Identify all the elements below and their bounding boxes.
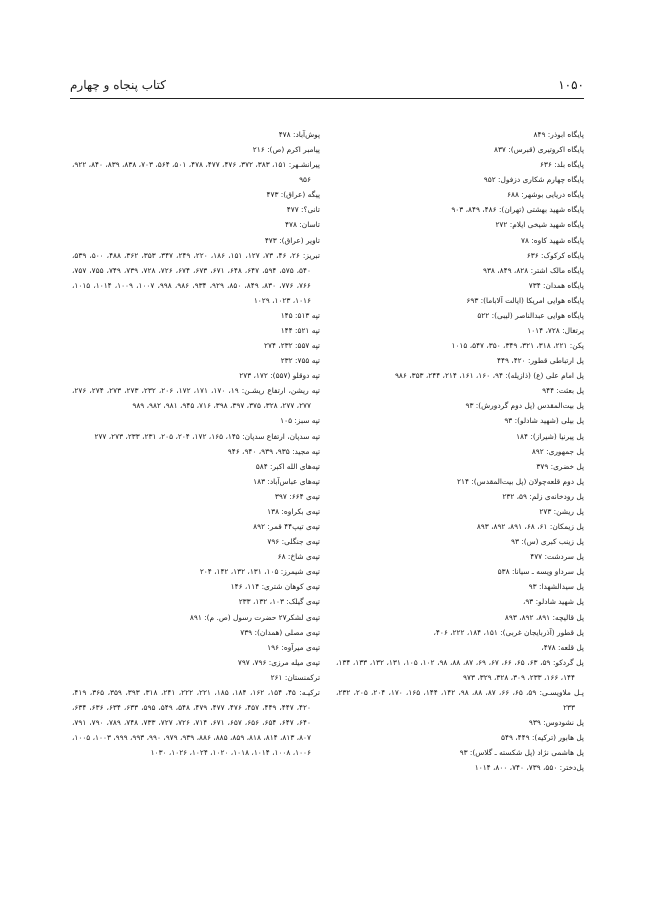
index-entry: تپه ۵۵۷: ۲۳۲، ۲۷۴ — [264, 341, 320, 351]
index-entry: پایگاه هوایی عبدالناصر (لیبی): ۵۲۲ — [477, 310, 584, 320]
index-entry: پل نشودوس: ۹۳۹ — [528, 718, 584, 728]
index-entry: تپه‌های الله اکبر: ۵۸۴ — [255, 461, 320, 471]
index-entry: تپه‌های عباس‌آباد: ۱۸۳ — [253, 476, 320, 486]
index-entry: تپه سبز: ۱۰۵ — [280, 416, 320, 426]
index-entry: پرتغال: ۷۲۸، ۱۰۱۴ — [527, 326, 584, 336]
index-entry: تبریز: ۲۶، ۴۶، ۷۳، ۱۲۷، ۱۵۱، ۱۸۶، ۲۲۰، ۲۴۹، ۳۴۷، ۳۵۳، ۳۶۲، ۴۸۸، ۵۰۰، ۵۳۹، ۵۴۰، ۵۷۵، ۵۹۴، ۶۴۷، ۶۴۸، ۶۷۱، ۶۷۳، ۶۷۴، ۷۲۶، ۷۲۸، ۷۳۹، ۷۴۹، ۷۵۵، ۷۵۷، ۷۶۶، ۷۷۶، ۸۳۰، ۸۴۹، ۸۵۰، ۹۲۹، ۹۳۴، ۹۸۶، ۹۹۸، ۱۰۰۷، ۱۰۰۹، ۱۰۱۴، ۱۰۱۵، ۱۰۱۶، ۱۰۲۳، ۱۰۲۹ — [72, 250, 320, 305]
index-entry: تانی؟: ۴۷۷ — [286, 205, 320, 215]
index-entry: تپه ۵۱۳: ۱۴۵ — [280, 310, 320, 320]
index-entry: پل قطور (آذربایجان غربی): ۱۵۱، ۱۸۴، ۲۲۲، ۴۰۶، — [433, 627, 584, 637]
index-entry: تاسان: ۴۷۸ — [285, 220, 320, 230]
index-entry: پل رودخانه‌ی زلم: ۵۹، ۲۳۲ — [502, 491, 584, 501]
index-entry: پایگاه کرکوک: ۶۳۶ — [526, 250, 584, 260]
index-entry: تاویر (عراق): ۴۷۳ — [264, 235, 320, 245]
index-entry: پل سردشت: ۴۷۷ — [530, 552, 584, 562]
index-entry: تپه‌ی لشکر۲۷ حضرت رسول (ص. م): ۸۹۱ — [189, 612, 320, 622]
index-entry: تپه‌ی ۶۶۴: ۳۹۷ — [274, 491, 320, 501]
index-entry: تپه مجید: ۹۳۵، ۹۳۹، ۹۴۰، ۹۴۶ — [227, 446, 320, 456]
index-entry: پوش‌آباد: ۴۷۸ — [278, 130, 320, 139]
index-entry: پل قالیچه: ۸۹۱، ۸۹۲، ۸۹۳ — [504, 612, 584, 622]
index-entry: تپه سدپان، ارتفاع سدپان: ۱۴۵، ۱۶۵، ۱۷۲، ۲۰۴، ۲۰۵، ۲۳۱، ۲۳۳، ۲۷۳، ۲۷۷ — [94, 431, 320, 441]
index-entry: پل هاشمی نژاد (پل شکسته ـ گلاس): ۹۳ — [459, 748, 584, 758]
index-entry: پل قلعه: ۴۷۸، — [541, 642, 584, 652]
index-entry: پل ارتباطی قطور: ۴۲۰، ۴۴۹ — [497, 356, 584, 366]
index-entry: پل بیلی (شهید شادلو): ۹۳ — [504, 416, 584, 426]
index-entry: تپه‌ی میرآوه: ۱۹۶ — [267, 642, 320, 652]
index-entry: تپه‌ی تیپ۴۴ قمر: ۸۹۲ — [253, 522, 320, 532]
index-column-left — [72, 127, 320, 760]
index-entry: پایگاه شهید کاوه: ۷۸ — [521, 235, 584, 245]
index-entry: پایگاه اکروتیری (قبرس): ۸۳۷ — [493, 145, 584, 155]
index-entry: پل سرداو ویسه ـ سیانا: ۵۳۸ — [497, 567, 584, 577]
index-entry: پیامبر اکرم (ص): ۲۱۶ — [252, 145, 320, 155]
index-entry: پایگاه چهارم شکاری دزفول: ۹۵۲ — [483, 175, 584, 185]
index-entry: پیرانشـهر: ۱۵۱، ۳۸۳، ۳۷۲، ۴۷۶، ۴۷۷، ۴۷۸، ۵۰۱، ۵۶۴، ۷۰۳، ۸۳۸، ۸۳۹، ۸۴۰، ۹۲۲، ۹۵۶ — [72, 160, 320, 185]
index-entry: تپه‌ی جنگلی: ۷۹۶ — [267, 537, 320, 547]
index-entry: تپه‌ی شاخ: ۶۸ — [277, 552, 320, 562]
index-entry: تپه ریشن، ارتفاع ریشـن: ۱۹، ۱۷۰، ۱۷۱، ۱۷۲، ۲۰۶، ۲۳۲، ۲۷۳، ۲۷۳، ۲۷۴، ۲۷۶، ۲۷۷، ۲۷۷، ۳۲۸، ۳۷۵، ۳۹۷، ۳۹۸، ۷۱۶، ۹۴۵، ۹۸۱، ۹۸۲، ۹۸۹ — [72, 386, 320, 411]
index-entry: پایگاه شهید بهشتی (تهران): ۴۸۶، ۸۴۹، ۹۰۳ — [451, 205, 584, 215]
index-entry: تپه‌ی گیلک: ۱۰۳، ۱۳۲، ۲۳۳ — [238, 597, 320, 607]
index-entry: پل هابور (ترکیه): ۴۴۹، ۵۴۹ — [501, 733, 584, 743]
index-entry: پیگه (عراق): ۴۷۳ — [266, 190, 320, 200]
index-entry: تپه ۵۲۱: ۱۴۴ — [280, 326, 320, 336]
index-entry: پایگاه بلد: ۶۳۶ — [539, 160, 584, 170]
index-entry: پـل ملاویسـی: ۵۹، ۶۵، ۶۶، ۸۷، ۸۸، ۹۸، ۱۴۲، ۱۴۴، ۱۶۵، ۱۷۰، ۲۰۴، ۲۰۵، ۲۳۲، ۲۳۳ — [336, 687, 584, 712]
index-entry: پل پیرنیا (شیراز): ۱۸۴ — [516, 431, 584, 441]
book-title: کتاب پنجاه و چهارم — [70, 78, 167, 92]
index-entry: پل گردکو: ۵۹، ۶۳، ۶۵، ۶۶، ۶۷، ۶۹، ۸۷، ۸۸، ۹۸، ۱۰۲، ۱۰۵، ۱۳۱، ۱۳۲، ۱۳۳، ۱۳۴، ۱۴۴، ۱۶۶، ۲۳۳، ۳۰۹، ۳۲۸، ۳۲۹، ۹۷۳ — [336, 657, 584, 682]
page-header — [70, 78, 584, 99]
index-entry: پل‌دختر: ۵۵۰، ۷۳۹، ۷۴۰، ۸۰۰، ۱۰۱۴ — [474, 763, 584, 773]
index-entry: پکن: ۲۲۱، ۳۱۸، ۳۲۱، ۳۴۹، ۳۵۰، ۵۴۷، ۱۰۱۵ — [451, 341, 584, 351]
index-entry: ترکمنستان: ۲۶۱ — [270, 672, 320, 682]
index-entry: تپه‌ی شیمرز: ۱۰۵، ۱۳۱، ۱۳۲، ۱۴۲، ۲۰۴ — [199, 567, 320, 577]
index-entry: پایگاه دریایی بوشهر: ۶۸۸ — [507, 190, 584, 200]
index-entry: تپه دوقلو (۵۵۷): ۱۷۲، ۲۷۳ — [239, 371, 320, 381]
page-number: ۱۰۵۰ — [558, 78, 584, 92]
index-entry: پایگاه مالک اشتر: ۸۲۸، ۸۴۹، ۹۳۸ — [482, 265, 584, 275]
index-entry: پل دوم قلعه‌چولان (پل بیت‌المقدس): ۲۱۴ — [457, 476, 584, 486]
index-entry: پل بیت‌المقدس (پل دوم گردورش): ۹۳ — [465, 401, 584, 411]
index-entry: پل زیمکان: ۶۱، ۶۸، ۸۹۱، ۸۹۲، ۸۹۳ — [476, 522, 584, 532]
index-entry: تپه‌ی میله مرزی: ۷۹۶، ۷۹۷ — [237, 657, 320, 667]
index-entry: پل ریشن: ۲۷۳ — [539, 506, 584, 516]
index-entry: پایگاه همدان: ۷۳۴ — [528, 280, 584, 290]
index-column-right — [336, 127, 584, 775]
index-entry: پل بعثت: ۹۴۴ — [542, 386, 584, 396]
index-entry: پایگاه شهید شیخی ایلام: ۲۷۲ — [495, 220, 584, 230]
index-entry: تپه ۷۵۵: ۲۳۲ — [280, 356, 320, 366]
index-entry: تپه‌ی کوهان شتری: ۱۱۴، ۱۴۶ — [230, 582, 320, 592]
index-entry: پایگاه ابوذر: ۸۴۹ — [533, 130, 584, 139]
index-entry: پل زینب کبری (س): ۹۳ — [510, 537, 584, 547]
index-entry: پل جمهوری: ۸۹۲ — [531, 446, 584, 456]
index-entry: تپه‌ی مصلی (همدان): ۷۳۹ — [240, 627, 320, 637]
index-entry: پل خضری: ۳۷۹ — [536, 461, 584, 471]
index-entry: ترکیـه: ۴۵، ۱۵۴، ۱۶۲، ۱۸۴، ۱۸۵، ۲۲۱، ۲۲۲، ۲۴۱، ۳۱۸، ۳۹۳، ۳۵۹، ۳۶۵، ۴۱۹، ۴۲۰، ۴۴۷، ۴۴۹، ۴۵۷، ۴۷۶، ۴۷۷، ۴۷۹، ۵۴۸، ۵۴۹، ۵۹۵، ۶۳۳، ۶۳۴، ۶۳۶، ۶۳۴، ۶۴۰، ۶۴۷، ۶۵۴، ۶۵۶، ۶۵۷، ۶۷۱، ۷۱۴، ۷۲۶، ۷۲۷، ۷۳۳، ۷۴۸، ۷۸۹، ۷۹۰، ۷۹۱، ۸۰۷، ۸۱۳، ۸۱۴، ۸۱۸، ۸۵۹، ۸۸۵، ۸۸۶، ۹۳۹، ۹۷۹، ۹۹۰، ۹۹۳، ۹۹۹، ۱۰۰۳، ۱۰۰۵، ۱۰۰۶، ۱۰۰۸، ۱۰۱۴، ۱۰۱۸، ۱۰۲۰، ۱۰۲۴، ۱۰۲۶، ۱۰۳۰ — [72, 687, 320, 758]
index-entry: پل سیدالشهدا: ۹۳ — [528, 582, 584, 592]
index-entry: تپه‌ی بکراوه: ۱۳۸ — [267, 506, 320, 516]
index-entry: پل امام علی (ع) (ذازیله): ۹۴، ۱۶۰، ۱۶۱، ۲۱۴، ۲۴۴، ۳۵۳، ۹۸۶ — [394, 371, 584, 381]
index-entry: پایگاه هوایی امریکا (ایالت آلاباما): ۶۹۳ — [466, 295, 584, 305]
index-entry: پل شهید شادلو: ۹۳، — [522, 597, 584, 607]
